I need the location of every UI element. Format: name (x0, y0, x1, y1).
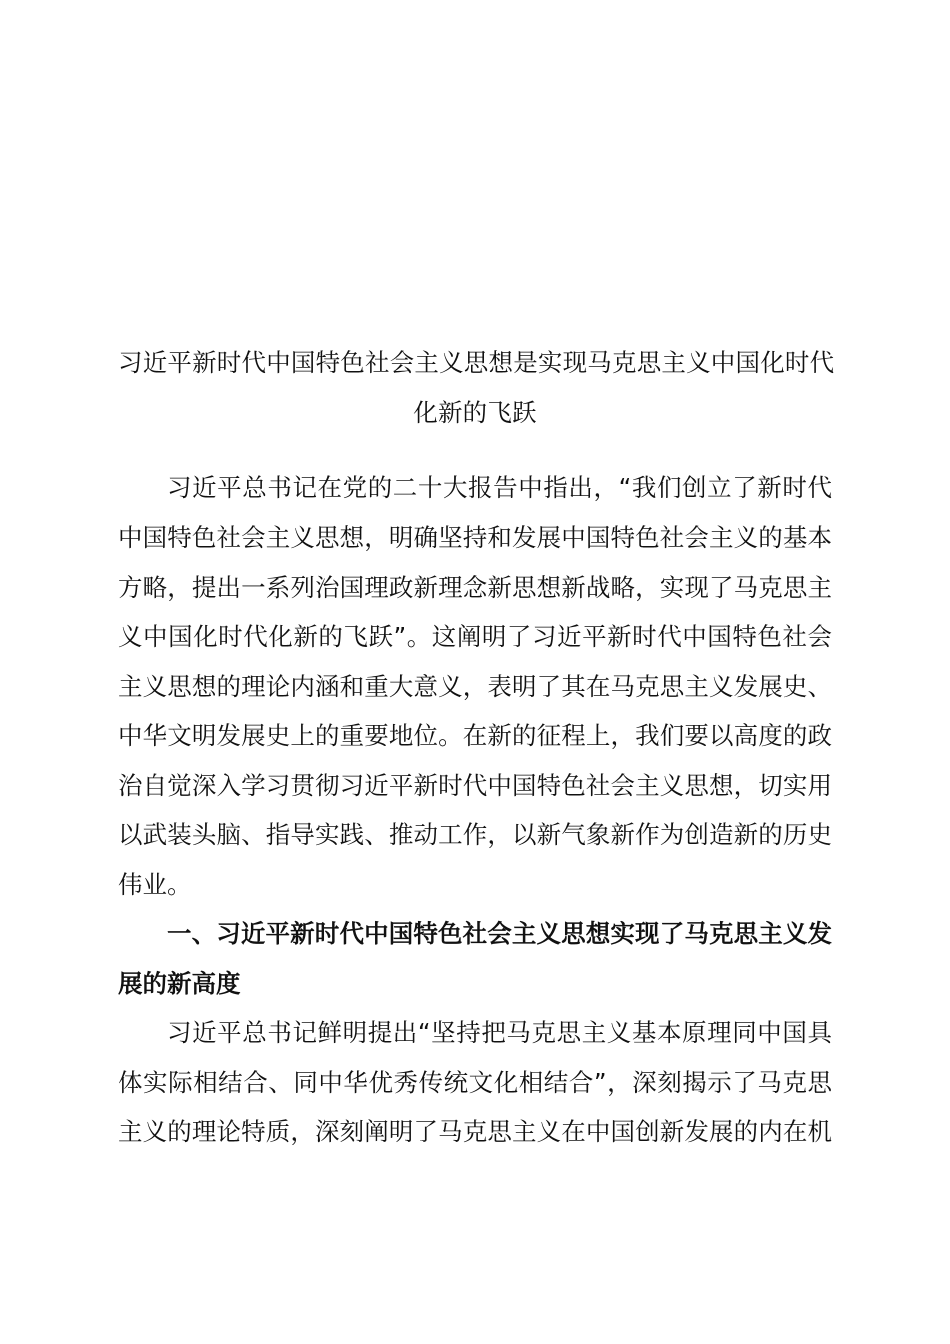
title-line: 化新的飞跃 (413, 398, 537, 427)
paragraph-line: 主义的理论特质，深刻阐明了马克思主义在中国创新发展的内在机 (118, 1117, 832, 1146)
paragraph-line: 体实际相结合、同中华优秀传统文化相结合”，深刻揭示了马克思 (118, 1068, 832, 1097)
document-title (118, 338, 835, 438)
paragraph-line: 方略，提出一系列治国理政新理念新思想新战略，实现了马克思主 (118, 573, 832, 602)
paragraph-line: 治自觉深入学习贯彻习近平新时代中国特色社会主义思想，切实用 (118, 771, 832, 800)
section-heading-line: 一、习近平新时代中国特色社会主义思想实现了马克思主义发 (167, 919, 832, 948)
paragraph-line: 主义思想的理论内涵和重大意义，表明了其在马克思主义发展史、 (118, 672, 832, 701)
paragraph-line: 中华文明发展史上的重要地位。在新的征程上，我们要以高度的政 (118, 721, 832, 750)
paragraph-line: 以武装头脑、指导实践、推动工作，以新气象新作为创造新的历史 (118, 820, 832, 849)
title-line: 习近平新时代中国特色社会主义思想是实现马克思主义中国化时代 (118, 348, 835, 377)
paragraph-line: 伟业。 (118, 870, 192, 899)
paragraph-line: 中国特色社会主义思想，明确坚持和发展中国特色社会主义的基本 (118, 523, 832, 552)
paragraph-line: 习近平总书记鲜明提出“坚持把马克思主义基本原理同中国具 (167, 1018, 832, 1047)
section-heading-line: 展的新高度 (118, 969, 241, 998)
paragraph-line: 习近平总书记在党的二十大报告中指出，“我们创立了新时代 (167, 473, 832, 502)
paragraph-line: 义中国化时代化新的飞跃”。这阐明了习近平新时代中国特色社会 (118, 622, 832, 651)
